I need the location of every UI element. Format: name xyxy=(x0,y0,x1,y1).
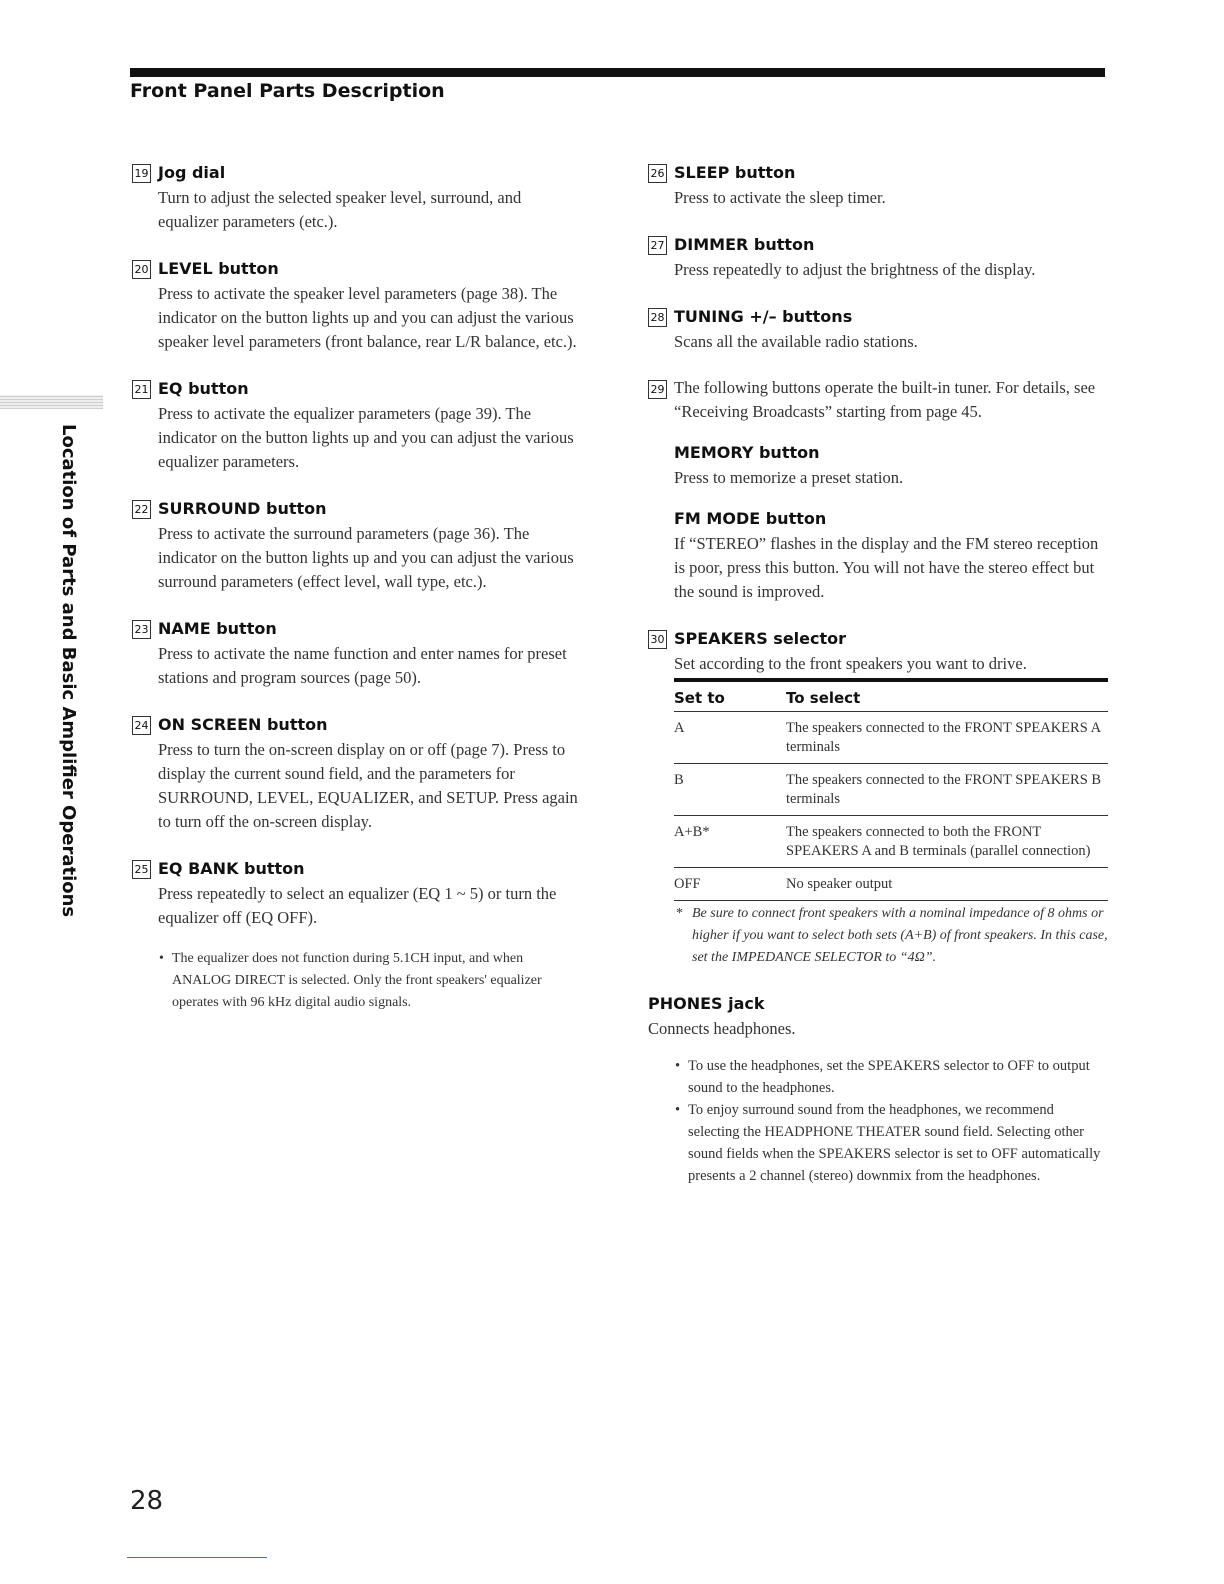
top-rule xyxy=(130,68,1105,77)
speakers-table-wrap xyxy=(674,652,1108,969)
item-description: Set according to the front speakers you want to drive. xyxy=(674,654,1027,673)
table-cell-setting: OFF xyxy=(674,868,786,901)
phones-jack-desc: Connects headphones. xyxy=(648,1019,796,1038)
footnote-mark: * xyxy=(676,906,683,921)
item-sleep-button xyxy=(648,160,1108,210)
table-row xyxy=(674,868,1108,901)
speakers-table xyxy=(674,678,1108,901)
item-description: Press to activate the speaker level parameters (page 38). The indicator on the button lights up and you can adjust the various speaker level parameters (front balance, rear L/R balance, etc.). xyxy=(158,284,577,351)
table-cell-selection: No speaker output xyxy=(786,868,1108,901)
table-cell-setting: B xyxy=(674,764,786,816)
item-label: TUNING +/– buttons xyxy=(674,307,853,326)
table-row xyxy=(674,712,1108,764)
item-description: Press to activate the equalizer parameters (page 39). The indicator on the button lights up and you can adjust the various equalizer parameters. xyxy=(158,404,574,471)
phones-jack-label: PHONES jack xyxy=(648,994,765,1013)
item-number: 26 xyxy=(648,164,667,183)
item-number: 19 xyxy=(132,164,151,183)
item-description: Press to activate the sleep timer. xyxy=(674,188,886,207)
item-phones-jack xyxy=(648,991,1108,1187)
item-label: LEVEL button xyxy=(158,259,279,278)
item-label: SPEAKERS selector xyxy=(674,629,847,648)
item-number: 25 xyxy=(132,860,151,879)
memory-button-label: MEMORY button xyxy=(674,443,820,462)
item-label: EQ button xyxy=(158,379,249,398)
item-number: 21 xyxy=(132,380,151,399)
item-on-screen-button xyxy=(132,712,582,834)
item-label: SURROUND button xyxy=(158,499,327,518)
tuner-intro: The following buttons operate the built-in tuner. For details, see “Receiving Broadcasts” starting from page 45. xyxy=(674,378,1096,421)
item-number: 20 xyxy=(132,260,151,279)
bottom-rule xyxy=(127,1557,267,1558)
item-description: Press to turn the on-screen display on or off (page 7). Press to display the current sound field, and the parameters for SURROUND, LEVEL, EQUALIZER, and SETUP. Press again to turn off the on-screen display. xyxy=(158,740,578,831)
table-row xyxy=(674,816,1108,868)
item-number: 24 xyxy=(132,716,151,735)
item-surround-button xyxy=(132,496,582,594)
item-description: Press repeatedly to adjust the brightness of the display. xyxy=(674,260,1036,279)
memory-button-desc: Press to memorize a preset station. xyxy=(674,468,904,487)
fm-mode-button-desc: If “STEREO” flashes in the display and the FM stereo reception is poor, press this button. You will not have the stereo effect but the sound is improved. xyxy=(674,534,1099,601)
item-eq-bank-button xyxy=(132,856,582,1014)
left-column xyxy=(132,160,582,1036)
item-label: DIMMER button xyxy=(674,235,815,254)
item-jog-dial xyxy=(132,160,582,234)
item-description: Scans all the available radio stations. xyxy=(674,332,918,351)
table-header-to-select: To select xyxy=(786,680,1108,712)
table-header-set-to: Set to xyxy=(674,680,786,712)
memory-button-entry xyxy=(674,440,1108,490)
list-item: • To enjoy surround sound from the headphones, we recommend selecting the HEADPHONE THEATER sound field. Selecting other sound fields when the SPEAKERS selector is set to OFF automatically presents a 2 channel (stereo) downmix from the headphones. xyxy=(688,1099,1108,1187)
item-label: EQ BANK button xyxy=(158,859,305,878)
item-description: Press repeatedly to select an equalizer (EQ 1 ~ 5) or turn the equalizer off (EQ OFF). xyxy=(158,884,557,927)
table-row xyxy=(674,764,1108,816)
table-cell-selection: The speakers connected to both the FRONT SPEAKERS A and B terminals (parallel connection) xyxy=(786,816,1108,868)
table-header-row xyxy=(674,680,1108,712)
right-column xyxy=(648,160,1108,1209)
item-eq-button xyxy=(132,376,582,474)
item-description: Turn to adjust the selected speaker level, surround, and equalizer parameters (etc.). xyxy=(158,188,522,231)
item-speakers-selector xyxy=(648,626,1108,969)
item-label: Jog dial xyxy=(158,163,226,182)
list-item: • To use the headphones, set the SPEAKERS selector to OFF to output sound to the headphones. xyxy=(688,1055,1108,1099)
item-label: ON SCREEN button xyxy=(158,715,328,734)
table-cell-selection: The speakers connected to the FRONT SPEAKERS B terminals xyxy=(786,764,1108,816)
table-cell-selection: The speakers connected to the FRONT SPEAKERS A terminals xyxy=(786,712,1108,764)
item-description: Press to activate the surround parameters (page 36). The indicator on the button lights up and you can adjust the various surround parameters (effect level, wall type, etc.). xyxy=(158,524,574,591)
fm-mode-button-entry xyxy=(674,506,1108,604)
item-level-button xyxy=(132,256,582,354)
item-label: SLEEP button xyxy=(674,163,796,182)
item-number: 29 xyxy=(648,380,667,399)
item-number: 30 xyxy=(648,630,667,649)
item-tuning-buttons xyxy=(648,304,1108,354)
side-section-title: Location of Parts and Basic Amplifier Operations xyxy=(58,424,79,918)
item-description: Press to activate the name function and enter names for preset stations and program sources (page 50). xyxy=(158,644,567,687)
item-label: NAME button xyxy=(158,619,277,638)
item-tuner-buttons xyxy=(648,376,1108,604)
phones-notes xyxy=(688,1055,1108,1187)
item-number: 23 xyxy=(132,620,151,639)
item-dimmer-button xyxy=(648,232,1108,282)
page-number: 28 xyxy=(130,1486,164,1516)
table-cell-setting: A+B* xyxy=(674,816,786,868)
item-number: 27 xyxy=(648,236,667,255)
page-title: Front Panel Parts Description xyxy=(130,80,445,102)
fm-mode-button-label: FM MODE button xyxy=(674,509,827,528)
speakers-footnote xyxy=(674,903,1108,969)
eq-bank-note: • The equalizer does not function during 5.1CH input, and when ANALOG DIRECT is selected. Only the front speakers' equalizer operates with 96 kHz digital audio signals. xyxy=(172,948,582,1014)
item-number: 22 xyxy=(132,500,151,519)
footnote-text: Be sure to connect front speakers with a nominal impedance of 8 ohms or higher if you want to select both sets (A+B) of front speakers. In this case, set the IMPEDANCE SELECTOR to “4Ω”. xyxy=(692,906,1108,965)
table-cell-setting: A xyxy=(674,712,786,764)
item-number: 28 xyxy=(648,308,667,327)
side-tab-marker xyxy=(0,395,103,409)
item-name-button xyxy=(132,616,582,690)
